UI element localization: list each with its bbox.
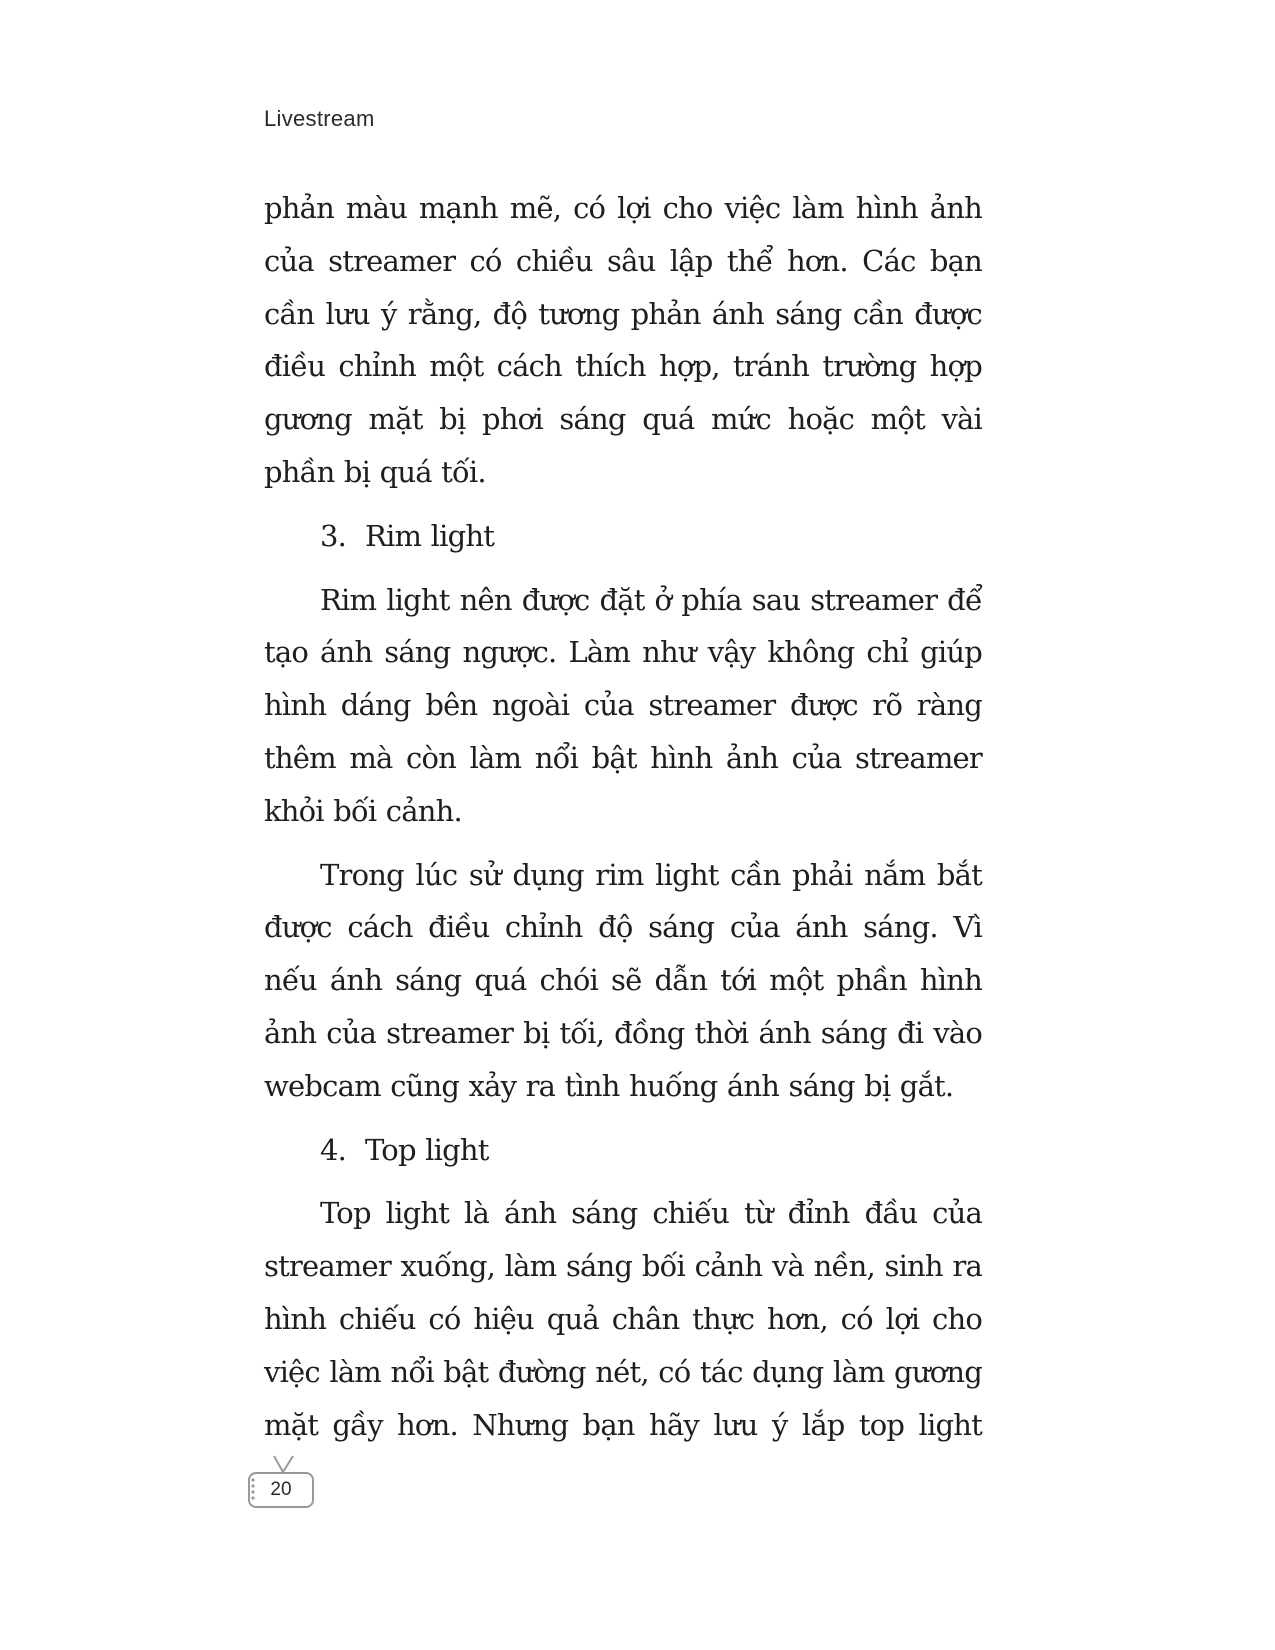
running-header: Livestream — [264, 106, 375, 131]
paragraph-top-light: Top light là ánh sáng chiếu từ đỉnh đầu của streamer xuống, làm sáng bối cảnh và nền, sinh ra hình chiếu có hiệu quả chân thực hơn, có lợi cho việc làm nổi bật đường nét, có tác dụng làm gương mặt gầy hơn. Nhưng bạn hãy lưu ý lắp top light — [264, 1196, 982, 1442]
body-text — [264, 182, 982, 1451]
section-title: Rim light — [365, 518, 495, 553]
section-heading-top-light — [264, 1124, 982, 1177]
tv-dots-icon — [250, 1476, 256, 1504]
page-number: 20 — [270, 1479, 292, 1500]
section-number: 4. — [320, 1132, 347, 1167]
section-heading-rim-light — [264, 510, 982, 563]
paragraph-contrast-continued: phản màu mạnh mẽ, có lợi cho việc làm hình ảnh của streamer có chiều sâu lập thể hơn. Các bạn cần lưu ý rằng, độ tương phản ánh sáng cần được điều chỉnh một cách thích hợp, tránh trường hợp gương mặt bị phơi sáng quá mức hoặc một vài phần bị quá tối. — [264, 191, 982, 489]
paragraph-rim-light-adjustment: Trong lúc sử dụng rim light cần phải nắm bắt được cách điều chỉnh độ sáng của ánh sáng. Vì nếu ánh sáng quá chói sẽ dẫn tới một phần hình ảnh của streamer bị tối, đồng thời ánh sáng đi vào webcam cũng xảy ra tình huống ánh sáng bị gắt. — [264, 857, 982, 1103]
section-title: Top light — [365, 1132, 489, 1167]
section-number: 3. — [320, 518, 347, 553]
paragraph-rim-light-placement: Rim light nên được đặt ở phía sau streamer để tạo ánh sáng ngược. Làm như vậy không chỉ giúp hình dáng bên ngoài của streamer được rõ ràng thêm mà còn làm nổi bật hình ảnh của streamer khỏi bối cảnh. — [264, 582, 982, 828]
page-number-badge — [248, 1472, 314, 1508]
